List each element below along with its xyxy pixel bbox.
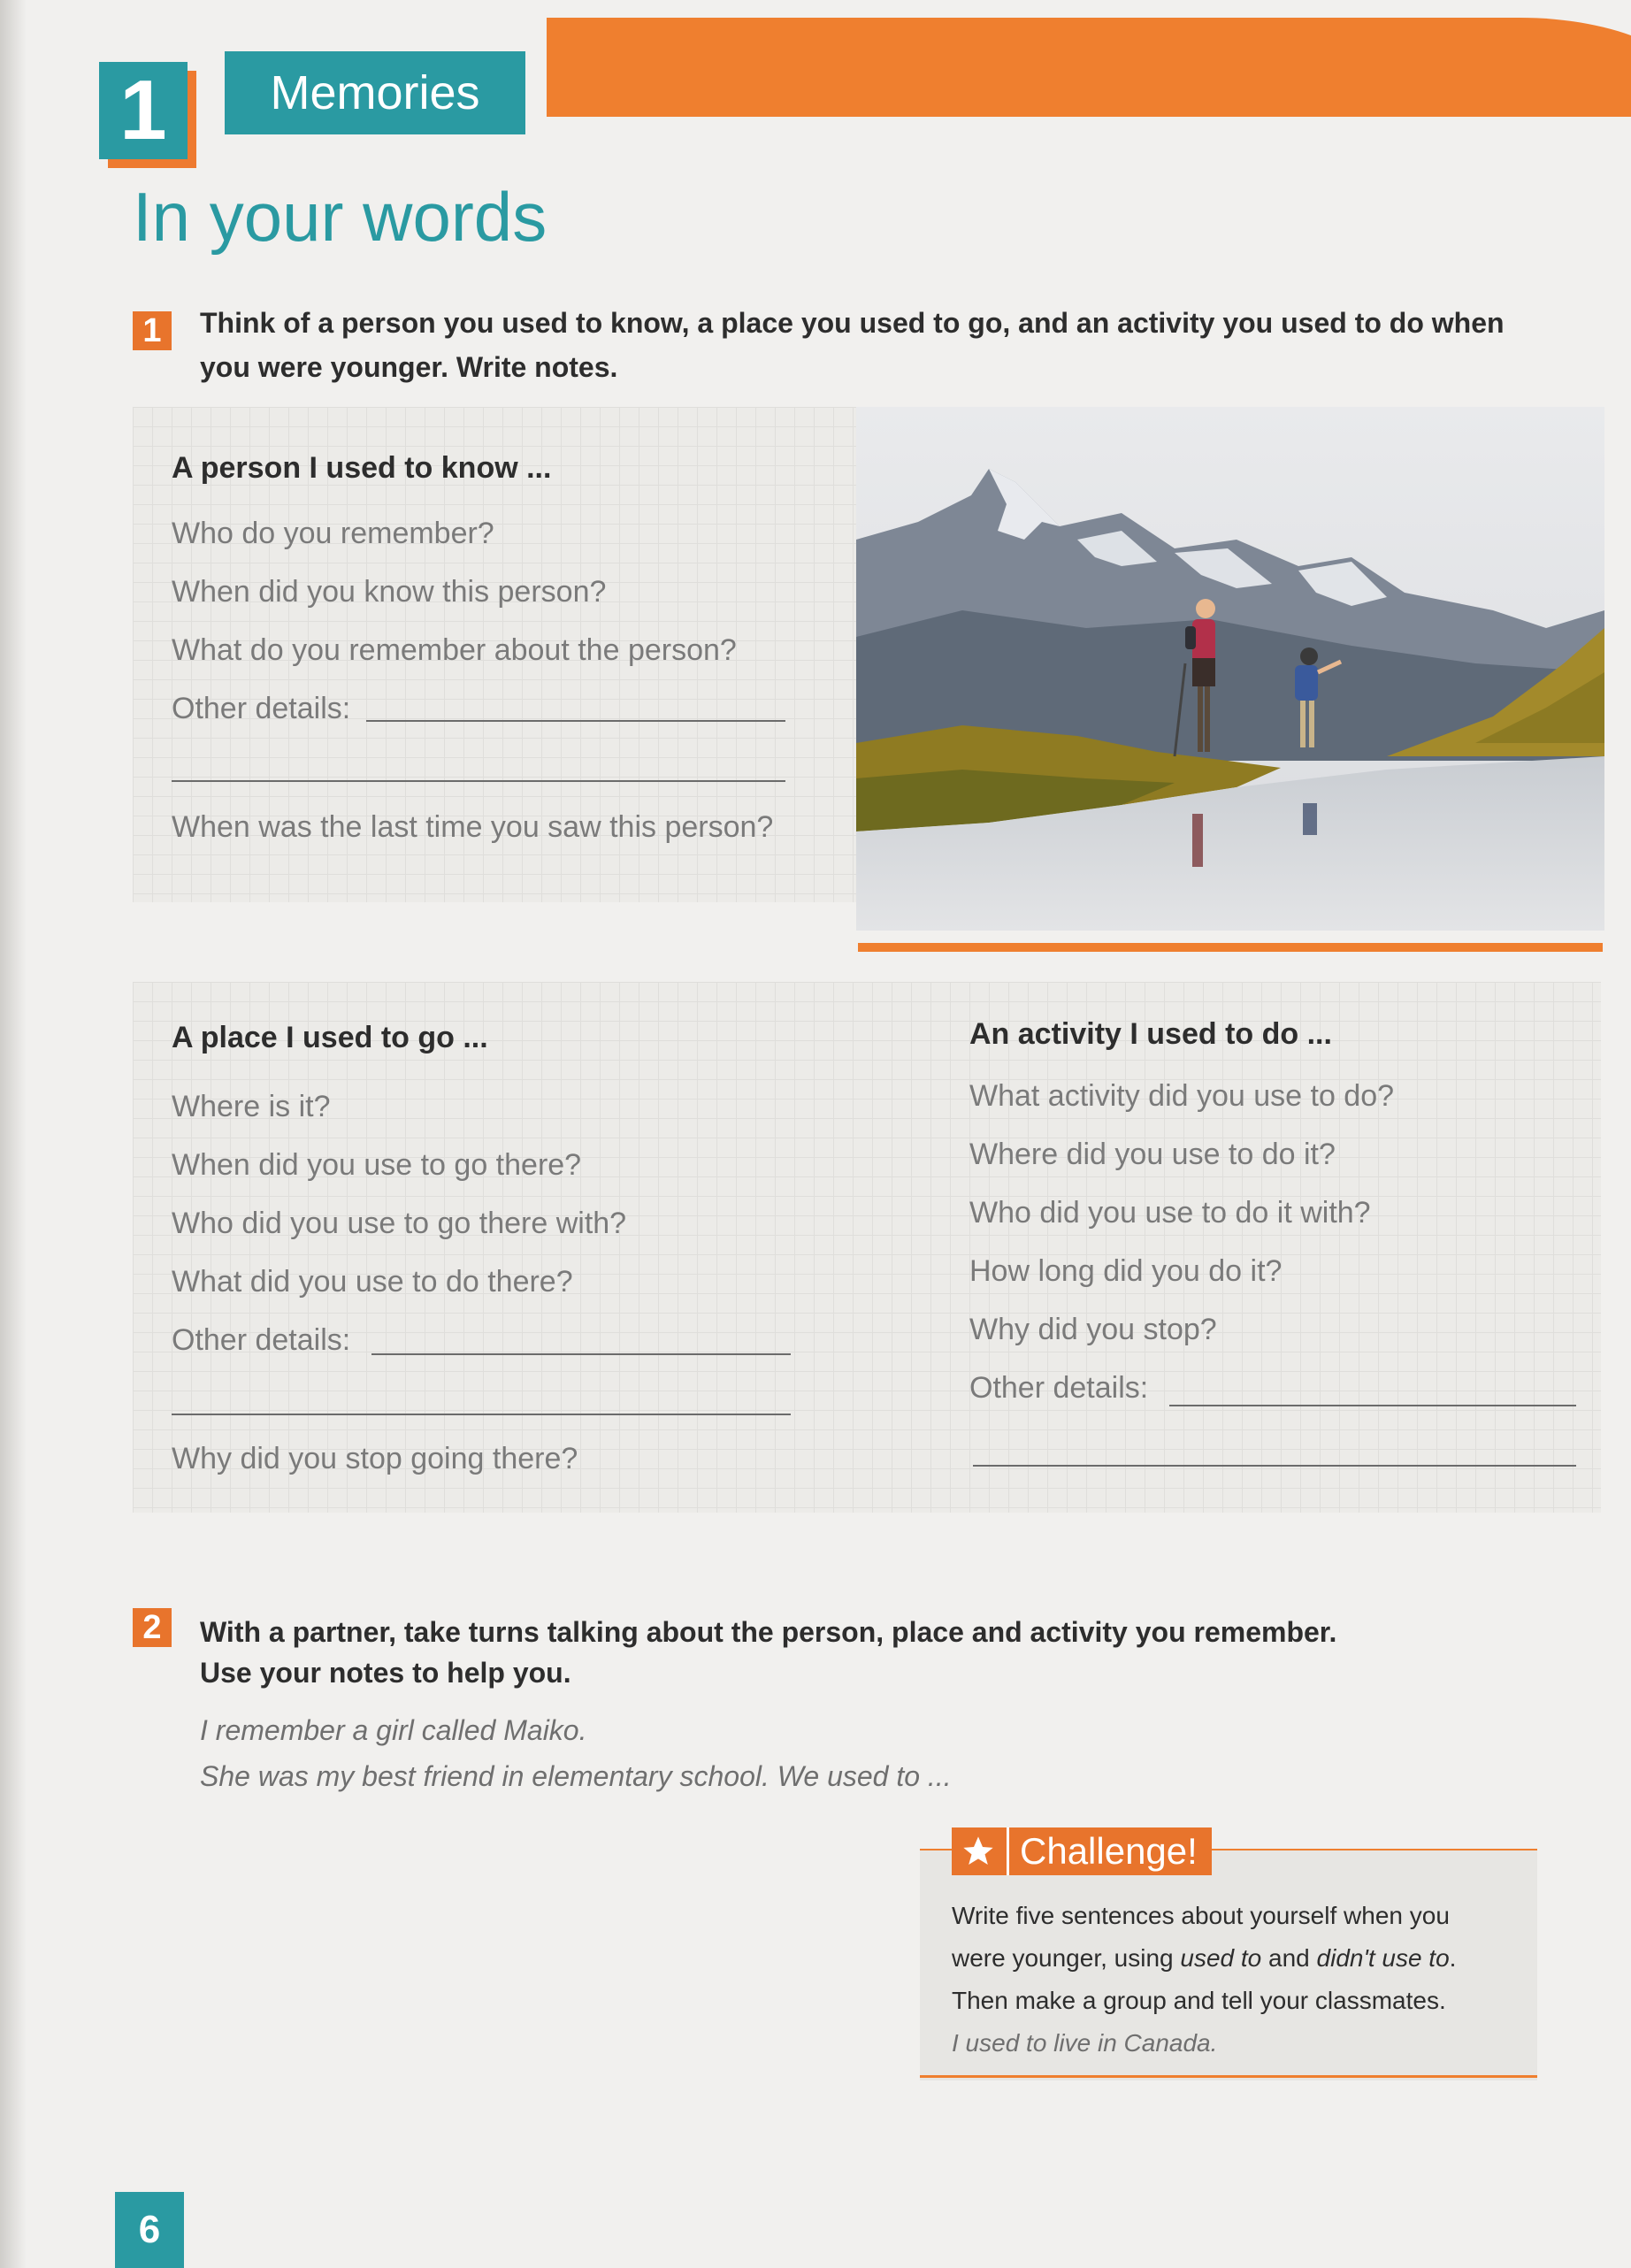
challenge-line2 [952,1937,1535,1980]
challenge-line2-used-to: used to [1180,1944,1262,1972]
person-other-details-label: Other details: [172,692,351,725]
place-question-4: What did you use to do there? [172,1265,573,1299]
person-answer-line-1[interactable] [366,720,785,722]
challenge-example-text: I used to live in Canada. [952,2029,1218,2057]
exercise-1-instruction-line2: you were younger. Write notes. [200,351,618,383]
activity-other-details-label: Other details: [969,1371,1149,1405]
challenge-line1: Write five sentences about yourself when you [952,1902,1450,1929]
activity-question-5: Why did you stop? [969,1313,1217,1346]
page-edge-shadow [0,0,27,2268]
person-question-3: What do you remember about the person? [172,633,737,667]
activity-heading: An activity I used to do ... [969,1017,1332,1051]
unit-title: Memories [225,51,525,134]
place-other-details-label: Other details: [172,1323,351,1357]
place-heading: A place I used to go ... [172,1021,488,1054]
hiking-photo [856,407,1604,931]
section-title: In your words [133,178,547,256]
exercise-2-instruction-line2: Use your notes to help you. [200,1657,571,1689]
activity-question-1: What activity did you use to do? [969,1079,1395,1113]
place-question-6: Why did you stop going there? [172,1442,578,1475]
challenge-line2-part-a: were younger, using [952,1944,1181,1972]
place-question-2: When did you use to go there? [172,1148,582,1182]
exercise-2-example-line1: I remember a girl called Maiko. [200,1714,587,1746]
challenge-line3: Then make a group and tell your classmates. [952,1987,1446,2014]
unit-number-badge: 1 [99,62,188,159]
exercise-1-instruction-line1: Think of a person you used to know, a place you used to go, and an activity you used to do when [200,307,1505,339]
challenge-bottom-rule [920,2075,1537,2078]
exercise-2-example-line2: She was my best friend in elementary school. We used to ... [200,1760,952,1792]
challenge-tag-separator [1007,1827,1009,1875]
page-number: 6 [115,2192,184,2268]
star-icon [961,1834,996,1869]
place-question-1: Where is it? [172,1090,331,1123]
person-question-2: When did you know this person? [172,575,607,609]
exercise-1-number: 1 [133,311,172,350]
notes-grid-place-activity [133,982,1601,1513]
exercise-2-number: 2 [133,1608,172,1647]
place-answer-line-2[interactable] [172,1414,791,1415]
challenge-example [952,2022,1535,2065]
challenge-label: Challenge! [1020,1830,1198,1872]
challenge-text [952,1895,1535,2065]
activity-question-3: Who did you use to do it with? [969,1196,1371,1230]
place-answer-line-1[interactable] [371,1353,791,1355]
person-question-1: Who do you remember? [172,517,494,550]
challenge-tag [952,1827,1212,1875]
activity-question-4: How long did you do it? [969,1254,1283,1288]
exercise-1-instruction [200,301,1580,389]
person-answer-line-2[interactable] [172,780,785,782]
photo-underline [858,943,1603,952]
activity-answer-line-1[interactable] [1169,1405,1576,1406]
challenge-line2-part-e: . [1449,1944,1457,1972]
place-question-3: Who did you use to go there with? [172,1207,627,1240]
exercise-2-instruction [200,1612,1580,1693]
activity-answer-line-2[interactable] [973,1465,1576,1467]
person-question-5: When was the last time you saw this person? [172,810,774,844]
exercise-2-instruction-line1: With a partner, take turns talking about the person, place and activity you remember. [200,1616,1337,1648]
header-orange-bar [547,18,1631,117]
person-heading: A person I used to know ... [172,451,552,485]
challenge-line2-didnt-use-to: didn't use to [1316,1944,1450,1972]
activity-question-2: Where did you use to do it? [969,1138,1336,1171]
challenge-line2-part-c: and [1261,1944,1317,1972]
